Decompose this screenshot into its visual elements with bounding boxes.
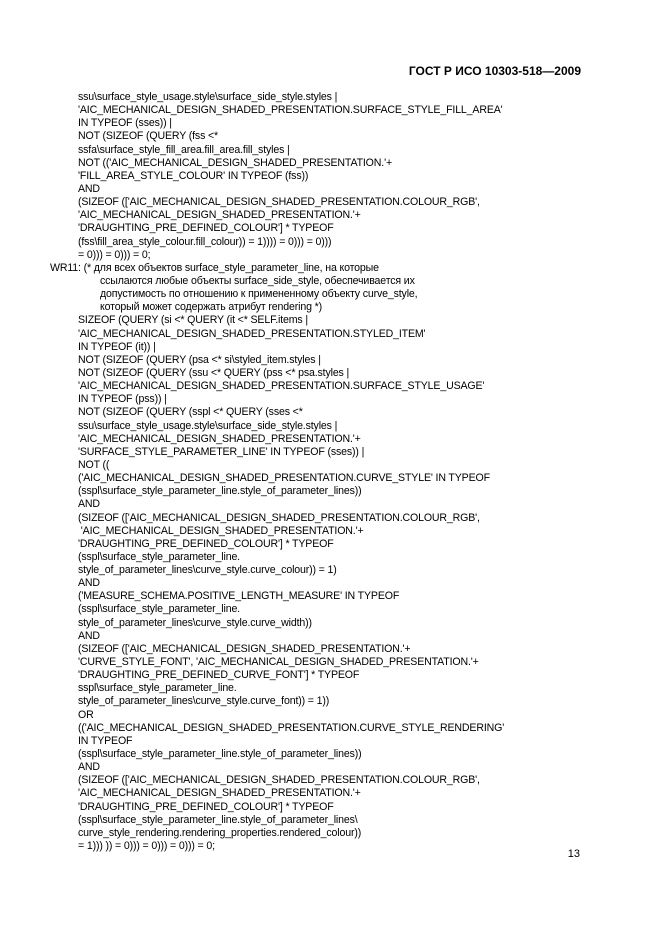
code-line: (sspl\surface_style_parameter_line.style_of_parameter_lines)): [78, 748, 362, 761]
code-line: 'DRAUGHTING_PRE_DEFINED_COLOUR'] * TYPEOF: [78, 222, 334, 235]
code-line: ssu\surface_style_usage.style\surface_side_style.styles |: [78, 91, 338, 103]
code-line: (SIZEOF (['AIC_MECHANICAL_DESIGN_SHADED_PRESENTATION.COLOUR_RGB',: [78, 511, 480, 524]
code-line: ('MEASURE_SCHEMA.POSITIVE_LENGTH_MEASURE' IN TYPEOF: [78, 590, 400, 603]
code-line: 'DRAUGHTING_PRE_DEFINED_CURVE_FONT'] * TYPEOF: [78, 669, 360, 682]
code-line: (sspl\surface_style_parameter_line.: [78, 550, 240, 563]
code-line: ссылаются любые объекты surface_side_style, обеспечивается их: [100, 274, 415, 287]
code-line: curve_style_rendering.rendering_properties.rendered_colour)): [78, 826, 362, 839]
code-line: AND: [78, 629, 100, 642]
code-line: NOT (SIZEOF (QUERY (psa <* si\styled_item.styles |: [78, 353, 321, 366]
document-header-standard: ГОСТ Р ИСО 10303-518—2009: [408, 64, 581, 78]
code-line: 'AIC_MECHANICAL_DESIGN_SHADED_PRESENTATION.'+: [78, 432, 361, 445]
code-line: 'SURFACE_STYLE_PARAMETER_LINE' IN TYPEOF (sses)) |: [78, 445, 365, 458]
code-line: ('AIC_MECHANICAL_DESIGN_SHADED_PRESENTATION.CURVE_STYLE' IN TYPEOF: [78, 472, 490, 485]
code-line: (sspl\surface_style_parameter_line.style_of_parameter_lines\: [78, 813, 358, 826]
express-code-block: [50, 91, 505, 853]
code-line: AND: [78, 498, 100, 511]
code-line: 'AIC_MECHANICAL_DESIGN_SHADED_PRESENTATION.'+: [78, 524, 364, 537]
code-line: style_of_parameter_lines\curve_style.curve_colour)) = 1): [78, 564, 337, 577]
code-line: 'AIC_MECHANICAL_DESIGN_SHADED_PRESENTATION.'+: [78, 209, 361, 222]
code-line: 'DRAUGHTING_PRE_DEFINED_COLOUR'] * TYPEOF: [78, 537, 334, 550]
page-number: 13: [567, 848, 580, 860]
rule-label-line: WR11: (* для всех объектов surface_style_parameter_line, на которые: [50, 261, 379, 274]
code-line: (SIZEOF (['AIC_MECHANICAL_DESIGN_SHADED_PRESENTATION.COLOUR_RGB',: [78, 774, 480, 787]
code-line: = 0))) = 0))) = 0;: [78, 248, 151, 261]
code-line: ssu\surface_style_usage.style\surface_side_style.styles |: [78, 419, 338, 432]
code-line: 'AIC_MECHANICAL_DESIGN_SHADED_PRESENTATION.STYLED_ITEM': [78, 327, 426, 340]
code-line: 'AIC_MECHANICAL_DESIGN_SHADED_PRESENTATION.SURFACE_STYLE_USAGE': [78, 380, 485, 393]
code-line: OR: [78, 708, 94, 721]
code-line: ssfa\surface_style_fill_area.fill_area.fill_styles |: [78, 143, 290, 156]
code-line: 'CURVE_STYLE_FONT', 'AIC_MECHANICAL_DESIGN_SHADED_PRESENTATION.'+: [78, 656, 479, 669]
code-line: sspl\surface_style_parameter_line.: [78, 682, 237, 695]
code-line: AND: [78, 761, 100, 774]
code-line: NOT ((: [78, 458, 110, 471]
code-line: style_of_parameter_lines\curve_style.curve_font)) = 1)): [78, 695, 330, 708]
code-line: 'FILL_AREA_STYLE_COLOUR' IN TYPEOF (fss)): [78, 169, 309, 182]
code-line: style_of_parameter_lines\curve_style.curve_width)): [78, 616, 312, 629]
code-line: = 1))) )) = 0))) = 0))) = 0))) = 0;: [78, 840, 215, 853]
code-line: NOT (SIZEOF (QUERY (ssu <* QUERY (pss <* psa.styles |: [78, 366, 350, 379]
code-line: AND: [78, 577, 100, 590]
code-line: IN TYPEOF: [78, 734, 133, 747]
code-line: NOT (('AIC_MECHANICAL_DESIGN_SHADED_PRESENTATION.'+: [78, 156, 392, 169]
code-line: IN TYPEOF (pss)) |: [78, 393, 167, 406]
code-line: 'DRAUGHTING_PRE_DEFINED_COLOUR'] * TYPEOF: [78, 800, 334, 813]
code-line: 'AIC_MECHANICAL_DESIGN_SHADED_PRESENTATION.'+: [78, 787, 361, 800]
code-line: IN TYPEOF (it)) |: [78, 340, 156, 353]
code-line: NOT (SIZEOF (QUERY (fss <*: [78, 130, 219, 143]
code-line: (sspl\surface_style_parameter_line.style_of_parameter_lines)): [78, 485, 362, 498]
code-line: 'AIC_MECHANICAL_DESIGN_SHADED_PRESENTATION.SURFACE_STYLE_FILL_AREA': [78, 104, 503, 117]
code-line: IN TYPEOF (sses)) |: [78, 117, 172, 130]
code-line: (sspl\surface_style_parameter_line.: [78, 603, 240, 616]
code-line: (fss\fill_area_style_colour.fill_colour)) = 1)))) = 0))) = 0))): [78, 235, 332, 248]
code-line: (SIZEOF (['AIC_MECHANICAL_DESIGN_SHADED_PRESENTATION.COLOUR_RGB',: [78, 196, 480, 209]
code-line: (SIZEOF (['AIC_MECHANICAL_DESIGN_SHADED_PRESENTATION.'+: [78, 642, 411, 655]
code-line: AND: [78, 182, 100, 195]
code-line: (('AIC_MECHANICAL_DESIGN_SHADED_PRESENTATION.CURVE_STYLE_RENDERING': [78, 721, 505, 734]
code-line: допустимость по отношению к примененному объекту curve_style,: [100, 288, 418, 301]
code-line: который может содержать атрибут rendering *): [100, 301, 322, 314]
code-line: SIZEOF (QUERY (si <* QUERY (it <* SELF.items |: [78, 314, 308, 327]
code-line: NOT (SIZEOF (QUERY (sspl <* QUERY (sses <*: [78, 406, 303, 419]
